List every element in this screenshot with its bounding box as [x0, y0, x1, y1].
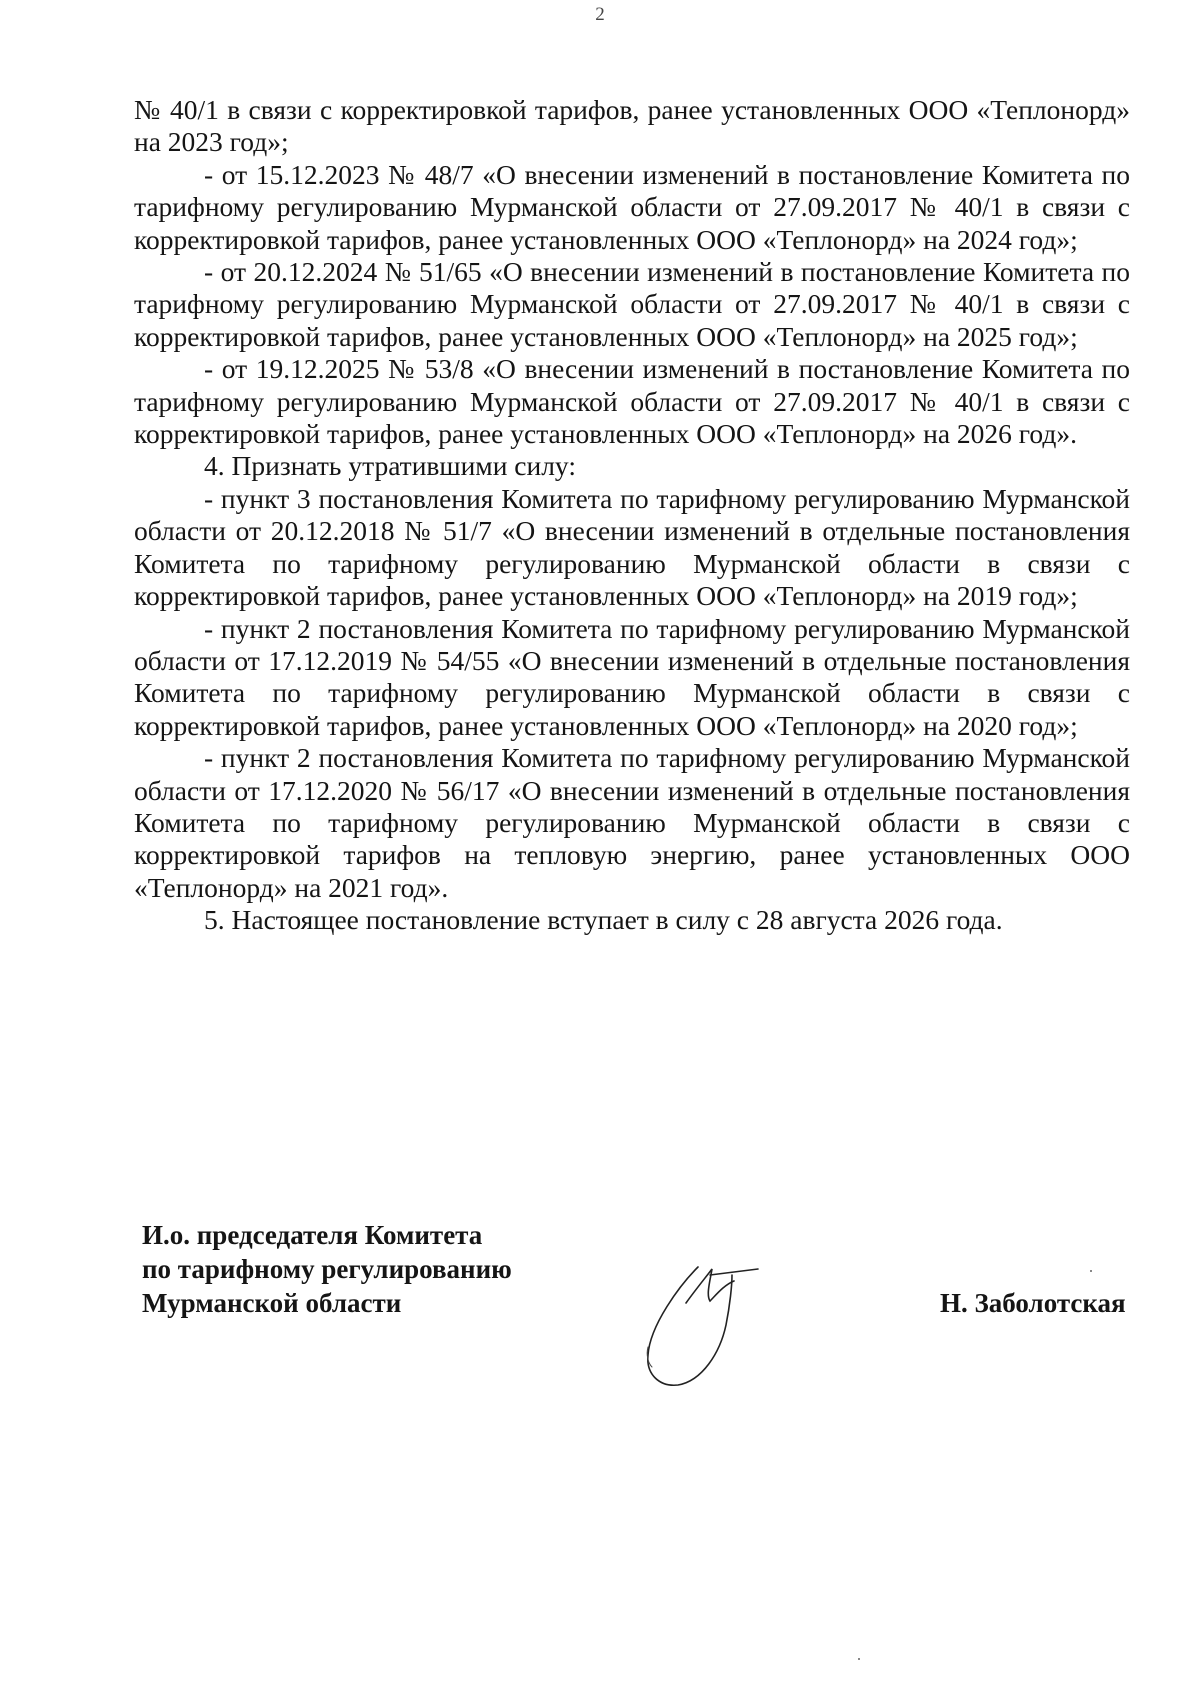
signatory-position-line-1: И.о. председателя Комитета [142, 1220, 483, 1250]
scan-speck [858, 1658, 860, 1660]
paragraph-continuation: № 40/1 в связи с корректировкой тарифов, ранее установленных ООО «Теплонорд» на 2023 год»; [134, 94, 1130, 158]
signatory-position [142, 1218, 512, 1320]
paragraph-amendment-2026: - от 19.12.2025 № 53/8 «О внесении изменений в постановление Комитета по тарифному регулированию Мурманской области от 27.09.2017 № 40/1 в связи с корректировкой тарифов, ранее установленных ООО «Теплонорд» на 2026 год». [134, 353, 1130, 450]
paragraph-amendment-2025: - от 20.12.2024 № 51/65 «О внесении изменений в постановление Комитета по тарифному регулированию Мурманской области от 27.09.2017 № 40/1 в связи с корректировкой тарифов, ранее установленных ООО «Теплонорд» на 2025 год»; [134, 256, 1130, 352]
page-number: 2 [595, 4, 605, 25]
document-body [134, 94, 1130, 937]
signatory-name: Н. Заболотская [940, 1288, 1126, 1318]
handwritten-signature [640, 1255, 770, 1390]
paragraph-item-5: 5. Настоящее постановление вступает в силу с 28 августа 2026 года. [204, 904, 1003, 936]
paragraph-repeal-2021: - пункт 2 постановления Комитета по тарифному регулированию Мурманской области от 17.12.2020 № 56/17 «О внесении изменений в отдельные постановления Комитета по тарифному регулированию Мурманской области в связи с корректировкой тарифов на тепловую энергию, ранее установленных ООО «Теплонорд» на 2021 год». [134, 742, 1130, 903]
paragraph-amendment-2024: - от 15.12.2023 № 48/7 «О внесении изменений в постановление Комитета по тарифному регулированию Мурманской области от 27.09.2017 № 40/1 в связи с корректировкой тарифов, ранее установленных ООО «Теплонорд» на 2024 год»; [134, 158, 1130, 255]
paragraph-item-4: 4. Признать утратившими силу: [204, 450, 576, 482]
paragraph-repeal-2020: - пункт 2 постановления Комитета по тарифному регулированию Мурманской области от 17.12.2019 № 54/55 «О внесении изменений в отдельные постановления Комитета по тарифному регулированию Мурманской области в связи с корректировкой тарифов, ранее установленных ООО «Теплонорд» на 2020 год»; [134, 612, 1130, 741]
signatory-position-line-2: по тарифному регулированию [142, 1254, 512, 1284]
paragraph-repeal-2019: - пункт 3 постановления Комитета по тарифному регулированию Мурманской области от 20.12.2018 № 51/7 «О внесении изменений в отдельные постановления Комитета по тарифному регулированию Мурманской области в связи с корректировкой тарифов, ранее установленных ООО «Теплонорд» на 2019 год»; [134, 482, 1130, 612]
signatory-position-line-3: Мурманской области [142, 1288, 402, 1318]
scan-speck [1090, 1270, 1092, 1272]
